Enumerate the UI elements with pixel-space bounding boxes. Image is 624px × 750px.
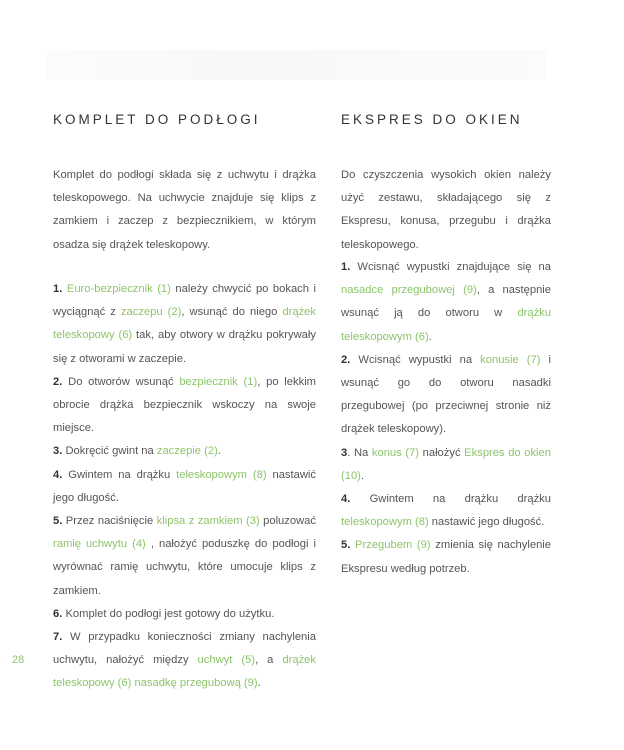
step-number: 2. [341, 353, 351, 366]
floor-kit-intro: Komplet do podłogi składa się z uchwytu i drążka teleskopowego. Na uchwycie znajduje się klips z zamkiem i zaczep z bezpiecznikiem, w którym osadza się drążek teleskopowy. [53, 169, 316, 251]
part-reference: nasadce przegubowej (9) [341, 284, 477, 297]
step-text: . [217, 445, 221, 458]
step-number: 6. [53, 607, 63, 620]
step-item [341, 534, 551, 580]
part-reference: uchwyt (5) [197, 654, 256, 667]
part-reference: Ekspres do okien (10) [341, 446, 551, 482]
step-text: . [360, 469, 365, 482]
step-text: Wcisnąć wypustki znajdujące się na [350, 261, 551, 273]
step-item [341, 442, 551, 488]
part-reference: klipsa z zamkiem (3) [156, 515, 260, 528]
step-number: 3 [341, 446, 348, 459]
part-reference: Przegubem (9) [355, 539, 431, 552]
step-number: 2. [53, 375, 63, 388]
part-reference: bezpiecznik (1) [179, 375, 258, 388]
step-item [53, 371, 316, 441]
step-text: . [257, 677, 261, 690]
step-text: Przez naciśnięcie [62, 515, 157, 528]
part-reference: drążek teleskopowy (6) [53, 306, 317, 342]
window-express-intro: Do czyszczenia wysokich okien należy użyć zestawu, składającego się z Ekspresu, konusa, przegubu i drążka teleskopowego. [341, 169, 551, 251]
step-item [53, 626, 316, 696]
part-reference: zaczepu (2) [120, 306, 182, 319]
step-text: Gwintem na drążku [62, 468, 177, 481]
part-reference: Euro-bezpiecznik (1) [66, 283, 171, 295]
page-number: 28 [12, 654, 25, 666]
part-reference: konus (7) [371, 446, 420, 459]
step-text: Komplet do podłogi jest gotowy do użytku. [62, 607, 275, 620]
step-item [341, 256, 551, 349]
faded-header-band [46, 50, 546, 80]
step-text: W przypadku konieczności zmiany nachylenia uchwytu, nałożyć między [53, 631, 316, 667]
part-reference: teleskopowym (8) [176, 468, 267, 481]
window-express-steps [341, 256, 551, 581]
step-text: należy chwycić po bokach i wyciągnąć z [53, 283, 317, 319]
step-text: zmienia się nachylenie Ekspresu według potrzeb. [341, 539, 552, 575]
step-text: nałożyć [419, 446, 465, 459]
step-number: 5. [53, 515, 63, 528]
step-number: 7. [53, 631, 63, 644]
section-heading-window-express: EKSPRES DO OKIEN [341, 112, 523, 127]
step-text: . [428, 330, 432, 343]
step-number: 1. [341, 261, 351, 273]
step-number: 5. [341, 539, 351, 552]
section-heading-floor-kit: KOMPLET DO PODŁOGI [53, 112, 261, 127]
step-item [53, 278, 316, 371]
step-text: Wcisnąć wypustki na [350, 353, 481, 366]
part-reference: konusie (7) [480, 353, 541, 366]
step-item [53, 510, 316, 603]
step-text: , wsunąć do niego [181, 306, 283, 319]
part-reference: drążku teleskopowym (6) [341, 307, 551, 343]
step-text: tak, aby otwory w drążku pokrywały się z otworami w zaczepie. [53, 329, 316, 365]
step-item [53, 603, 316, 626]
part-reference: zaczepie (2) [156, 445, 218, 458]
step-number: 4. [341, 493, 351, 506]
step-text: nastawić jego długość. [53, 468, 317, 504]
step-item [341, 349, 551, 442]
part-reference: teleskopowym (8) [341, 516, 429, 529]
step-text: , a następnie wsunąć ją do otworu w [341, 284, 551, 320]
step-text: Do otworów wsunąć [62, 375, 180, 388]
step-item [53, 464, 316, 510]
step-number: 1. [53, 283, 63, 295]
step-item [53, 440, 316, 463]
step-number: 3. [53, 445, 63, 458]
step-text: . Na [347, 446, 372, 459]
step-text: , a [255, 654, 283, 667]
part-reference: ramię uchwytu (4) [53, 538, 146, 551]
floor-kit-steps [53, 278, 316, 696]
step-text: Gwintem na drążku drążku [350, 493, 551, 506]
step-item [341, 488, 551, 534]
step-text: , nałożyć poduszkę do podłogi i wyrównać ramię uchwytu, które umocuje klips z zamkiem. [53, 538, 316, 597]
step-text: , po lekkim obrocie drążka bezpiecznik wskoczy na swoje miejsce. [53, 375, 317, 435]
step-text: nastawić jego długość. [428, 516, 545, 529]
step-text: poluzować [259, 515, 316, 528]
step-text: i wsunąć go do otworu nasadki przegubowej (po przeciwnej stronie niż drążek teleskopowy). [341, 353, 552, 436]
step-number: 4. [53, 468, 63, 481]
step-text: Dokręcić gwint na [62, 445, 157, 458]
part-reference: drążek teleskopowy (6) nasadkę przegubową (9) [53, 654, 317, 690]
